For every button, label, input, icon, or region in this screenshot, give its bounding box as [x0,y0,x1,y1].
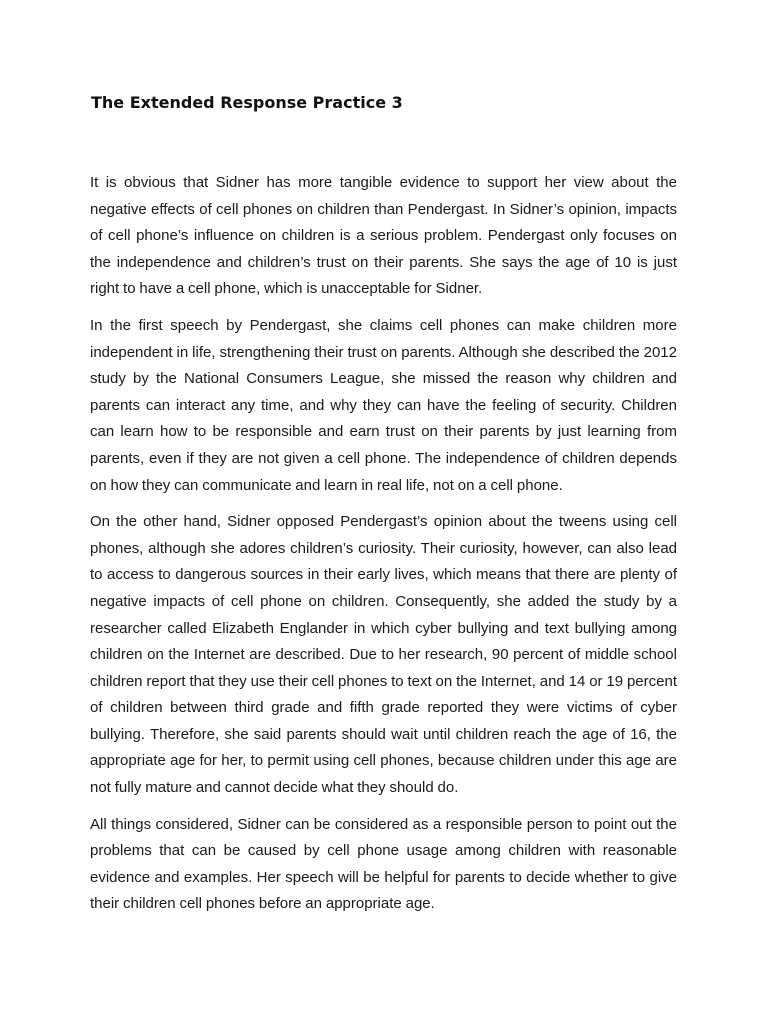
paragraph-1: It is obvious that Sidner has more tangible evidence to support her view about the negative effects of cell phones on children than Pendergast. In Sidner’s opinion, impacts of cell phone’s influence on children is a serious problem. Pendergast only focuses on the independence and children’s trust on their parents. She says the age of 10 is just right to have a cell phone, which is unacceptable for Sidner. [90,174,677,298]
paragraph-4: All things considered, Sidner can be considered as a responsible person to point out the problems that can be caused by cell phone usage among children with reasonable evidence and examples. Her speech will be helpful for parents to decide whether to give their children cell phones before an appropriate age. [90,815,677,913]
paragraph-3: On the other hand, Sidner opposed Pendergast’s opinion about the tweens using cell phones, although she adores children’s curiosity. Their curiosity, however, can also lead to access to dangerous sources in their early lives, which means that there are plenty of negative impacts of cell phone on children. Consequently, she added the study by a researcher called Elizabeth Englander in which cyber bullying and text bullying among children on the Internet are described. Due to her research, 90 percent of middle school children report that they use their cell phones to text on the Internet, and 14 or 19 percent of children between third grade and fifth grade reported they were victims of cyber bullying. Therefore, she said parents should wait until children reach the age of 16, the appropriate age for her, to permit using cell phones, because children under this age are not fully mature and cannot decide what they should do. [90,513,677,797]
paragraph-2: In the first speech by Pendergast, she claims cell phones can make children more independent in life, strengthening their trust on parents. Although she described the 2012 study by the National Consumers League, she missed the reason why children and parents can interact any time, and why they can have the feeling of security. Children can learn how to be responsible and earn trust on their parents by just learning from parents, even if they are not given a cell phone. The independence of children depends on how they can communicate and learn in real life, not on a cell phone. [90,316,677,494]
document-body [90,170,677,928]
document-title: The Extended Response Practice 3 [91,93,403,112]
